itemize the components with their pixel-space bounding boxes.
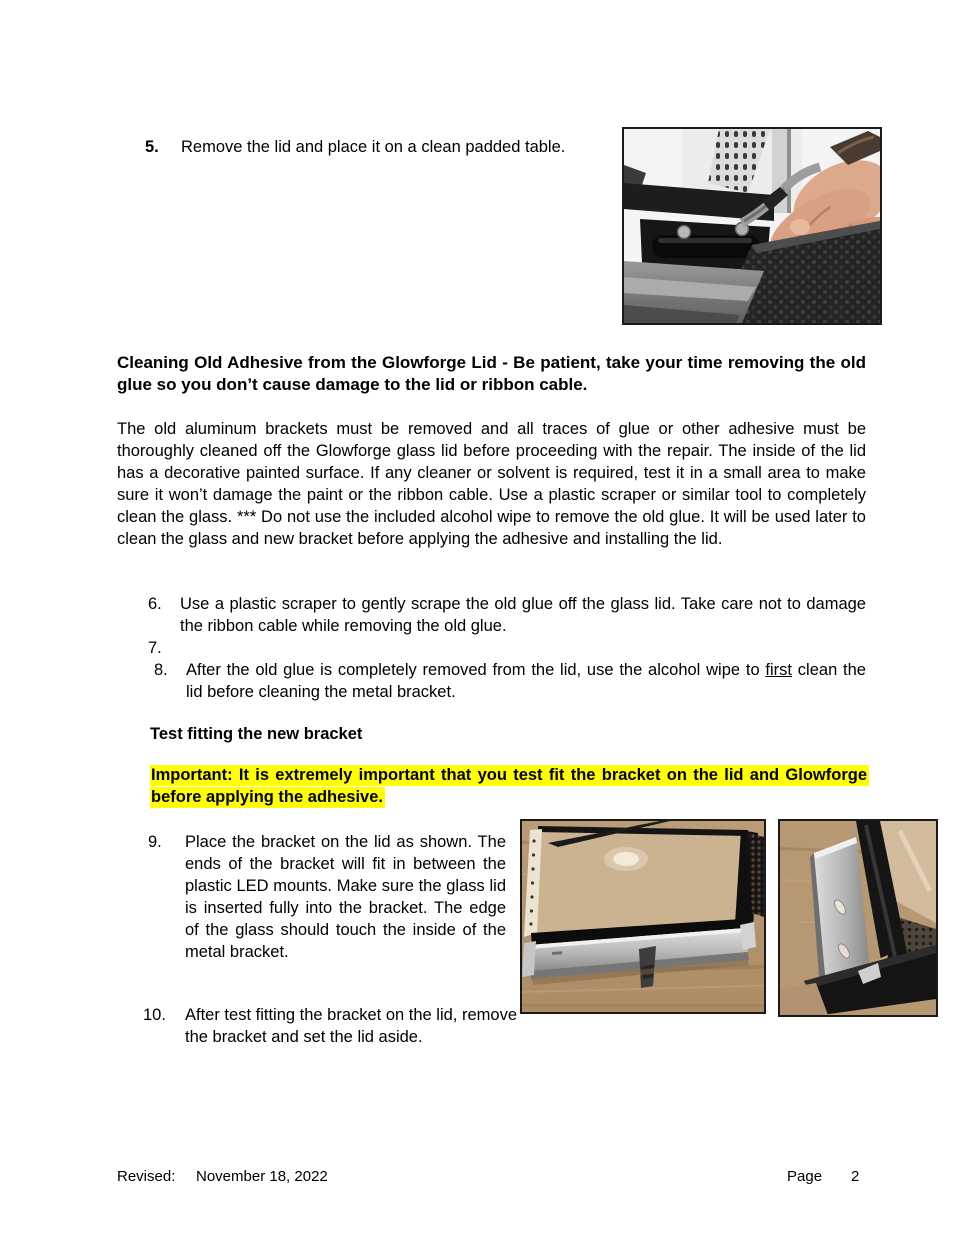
step-6-text: Use a plastic scraper to gently scrape the old glue off the glass lid. Take care not to damage the ribbon cable while removing the old glue. bbox=[180, 595, 866, 635]
step-10-text: After test fitting the bracket on the lid, remove the bracket and set the lid aside. bbox=[185, 1006, 517, 1046]
step-5-number: 5. bbox=[145, 138, 159, 156]
lid-removal-photo-graphic bbox=[624, 129, 880, 323]
footer-page-label: Page bbox=[787, 1168, 823, 1185]
steps-6-8-list bbox=[148, 593, 866, 703]
step-9-number: 9. bbox=[148, 833, 162, 851]
step-8-text-before: After the old glue is completely removed from the lid, use the alcohol wipe to bbox=[186, 661, 766, 679]
step-8-text bbox=[186, 659, 866, 703]
underlined-word-first: first bbox=[765, 661, 793, 679]
important-note bbox=[150, 765, 869, 808]
step-5-item bbox=[145, 136, 611, 158]
step-7-item bbox=[148, 637, 866, 659]
bracket-corner-photo bbox=[778, 819, 938, 1017]
bracket-on-lid-photo-graphic bbox=[522, 821, 764, 1012]
footer-revised-date: November 18, 2022 bbox=[196, 1168, 328, 1185]
step-9-text: Place the bracket on the lid as shown. The ends of the bracket will fit in between the plastic LED mounts. Make sure the glass lid is inserted fully into the bracket. The edge of the glass should touch the inside of the metal bracket. bbox=[185, 833, 506, 961]
step-8-item bbox=[154, 659, 866, 703]
step-7-number: 7. bbox=[148, 639, 162, 657]
step-6-item bbox=[148, 593, 866, 637]
step-9-item bbox=[148, 831, 508, 963]
intro-paragraph: The old aluminum brackets must be removed and all traces of glue or other adhesive must be thoroughly cleaned off the Glowforge glass lid before proceeding with the repair. The inside of the lid has a decorative painted surface. If any cleaner or solvent is required, test it in a small area to make sure it won’t damage the paint or the ribbon cable. Use a plastic scraper or similar tool to completely clean the glass. *** Do not use the included alcohol wipe to remove the old glue. It will be used later to clean the glass and new bracket before applying the adhesive and installing the lid. bbox=[117, 420, 866, 548]
step-10-number: 10. bbox=[143, 1006, 166, 1024]
section-heading: Cleaning Old Adhesive from the Glowforge Lid - Be patient, take your time removing the old glue so you don’t cause damage to the lid or ribbon cable. bbox=[117, 353, 866, 394]
step-6-number: 6. bbox=[148, 595, 162, 613]
subheading-test-fitting: Test fitting the new bracket bbox=[150, 725, 363, 743]
step-5-text: Remove the lid and place it on a clean padded table. bbox=[181, 138, 566, 156]
bracket-on-lid-photo bbox=[520, 819, 766, 1014]
lid-removal-photo bbox=[622, 127, 882, 325]
important-highlight: Important: It is extremely important that you test fit the bracket on the lid and Glowforge before applying the adhesive. bbox=[151, 766, 867, 806]
footer-revised-label: Revised: bbox=[117, 1168, 176, 1185]
step-10-item bbox=[143, 1004, 523, 1048]
step-8-number: 8. bbox=[154, 661, 168, 679]
bracket-corner-photo-graphic bbox=[780, 821, 936, 1015]
step-8-text-after: clean the lid before cleaning the metal bracket. bbox=[186, 661, 866, 701]
footer-page-number: 2 bbox=[851, 1168, 860, 1185]
